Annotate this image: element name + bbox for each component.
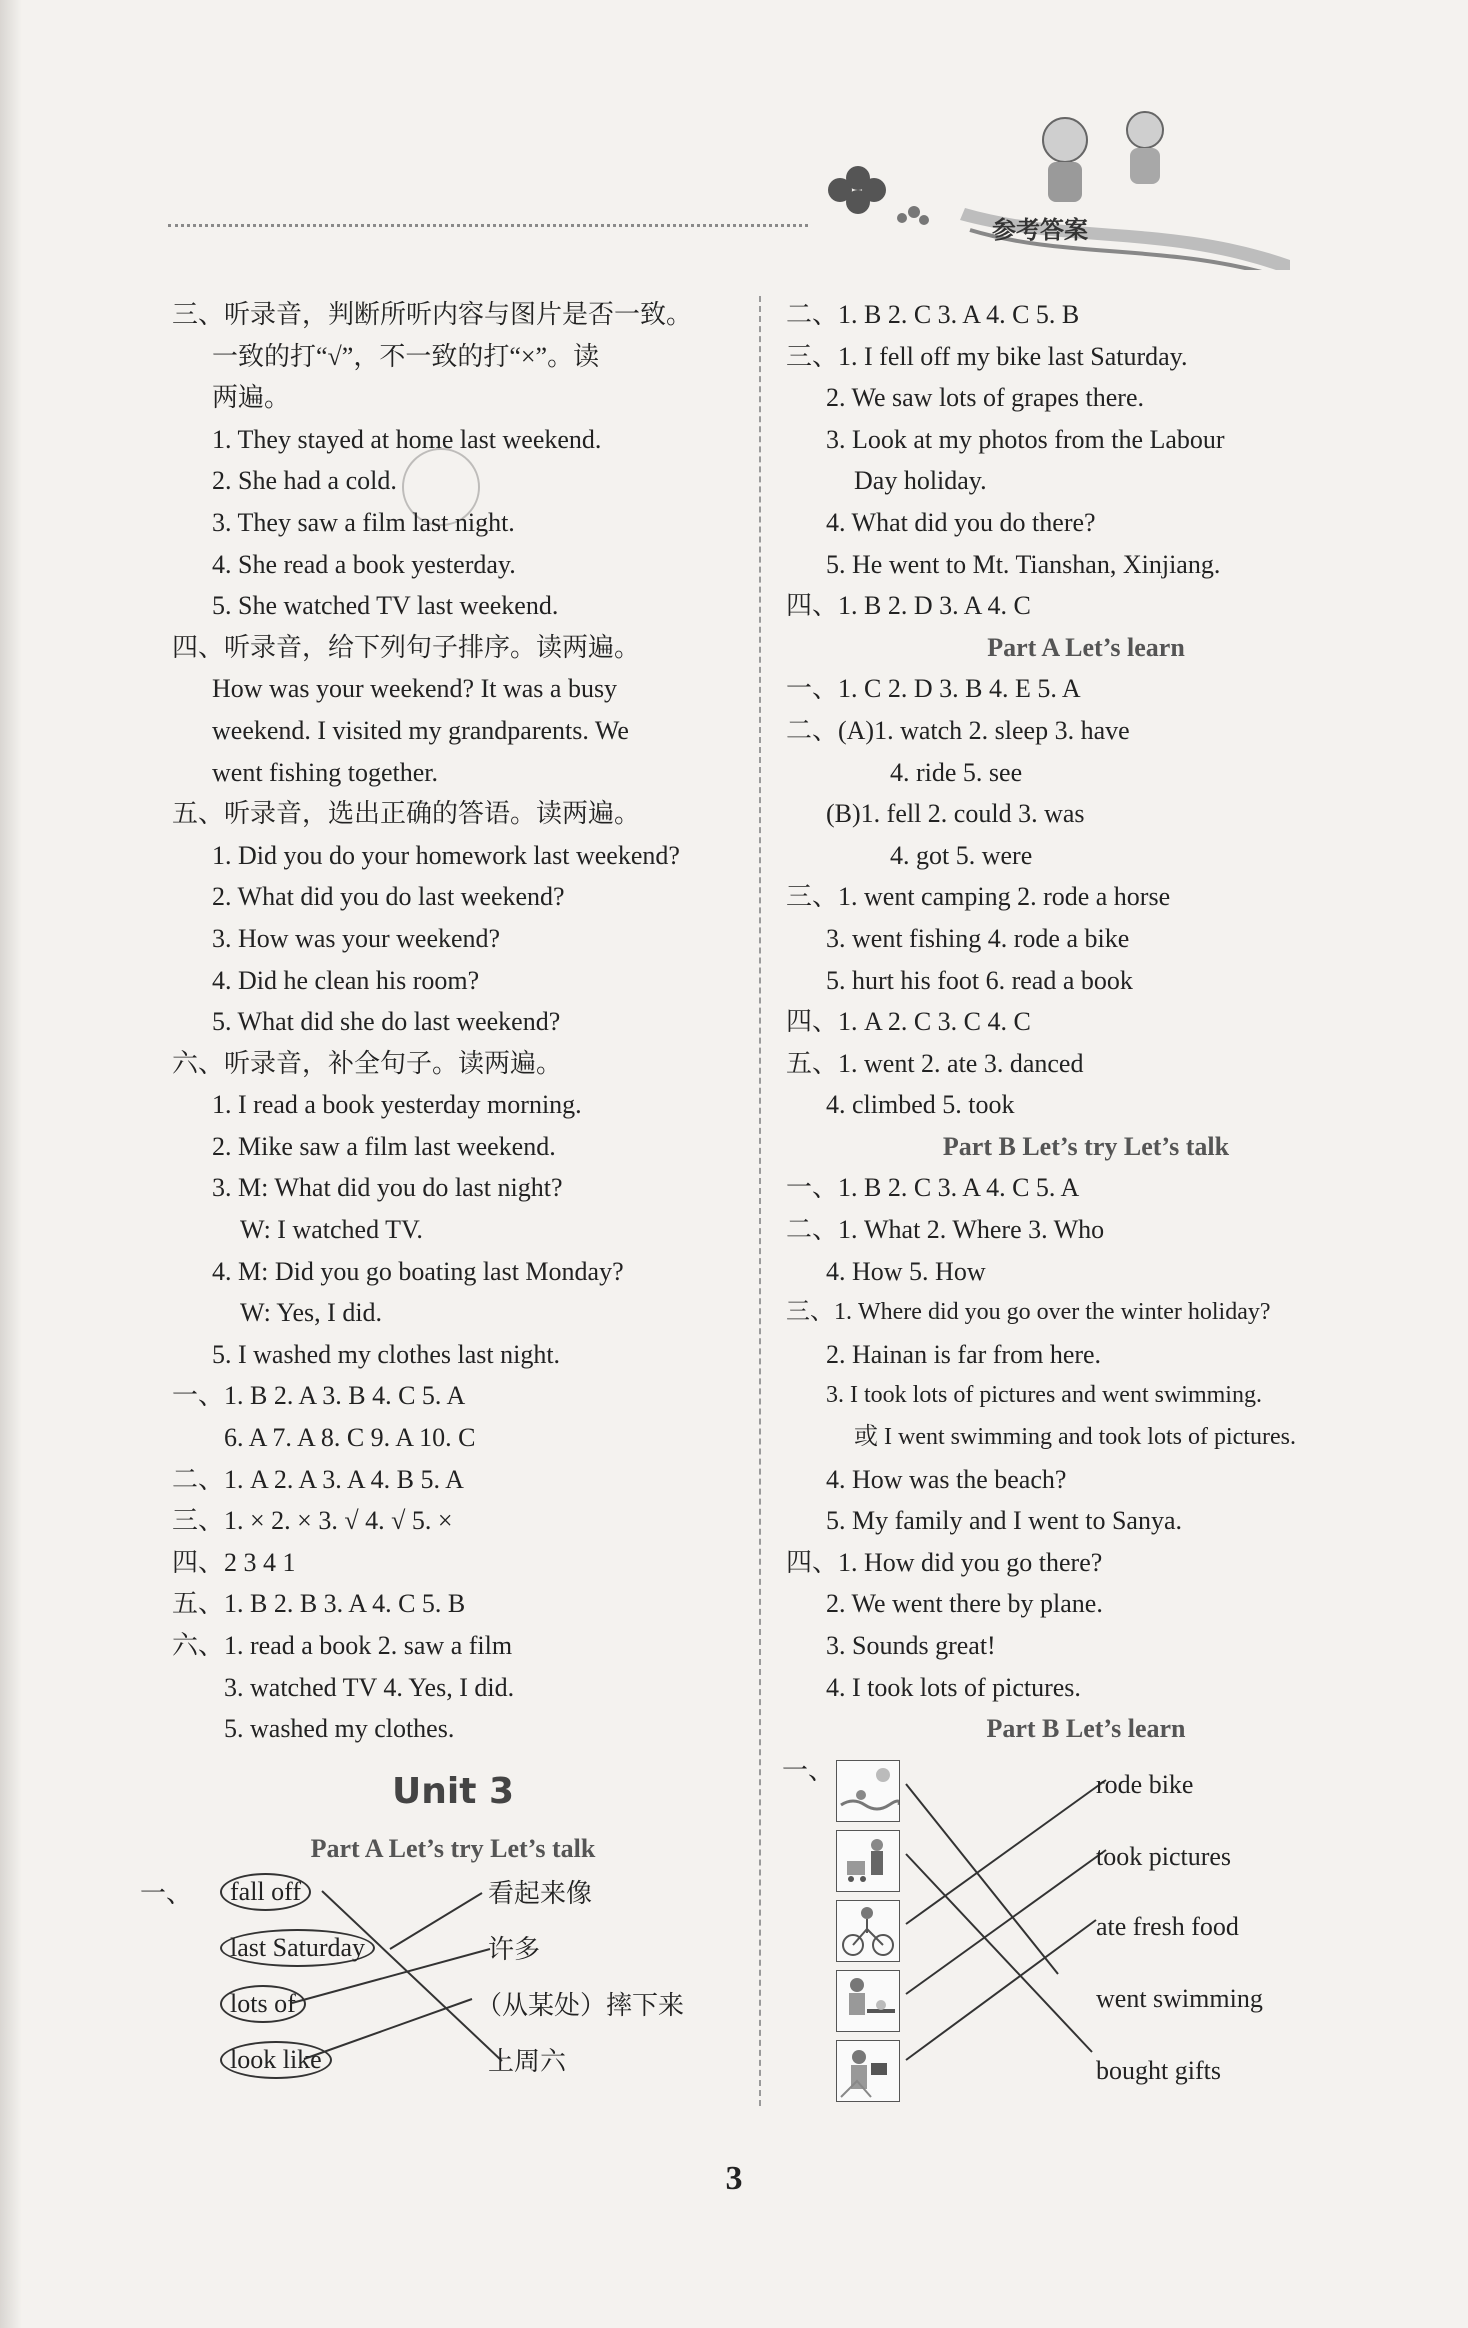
answer-line: 4. How 5. How (826, 1256, 986, 1286)
answer-line: 一、1. B 2. C 3. A 4. C 5. A (786, 1173, 1080, 1203)
photo-picture (836, 2040, 900, 2102)
answer-line: went fishing together. (212, 757, 439, 787)
section-heading: Part A Let’s try Let’s talk (310, 1833, 596, 1863)
answer-line: 3. Sounds great! (826, 1631, 996, 1660)
answer-line: 三、1. went camping 2. rode a horse (786, 882, 1171, 912)
answer-line: 3. watched TV 4. Yes, I did. (224, 1672, 515, 1702)
match-meaning: （从某处）摔下来 (476, 1991, 685, 2021)
answer-line: 4. I took lots of pictures. (826, 1672, 1081, 1702)
answer-line: W: Yes, I did. (240, 1298, 383, 1328)
answer-line: 5. I washed my clothes last night. (212, 1339, 561, 1369)
answer-line: 2. She had a cold. (212, 466, 397, 496)
answer-line: 三、1. Where did you go over the winter holiday? (786, 1299, 1271, 1326)
bike-picture (836, 1900, 900, 1962)
answer-line: 或 I went swimming and took lots of pictures. (854, 1424, 1296, 1451)
answer-line: 3. Look at my photos from the Labour (826, 424, 1225, 454)
answer-line: 4. climbed 5. took (826, 1090, 1015, 1120)
answer-line: 2. We went there by plane. (826, 1589, 1103, 1619)
answer-line: 4. What did you do there? (826, 507, 1096, 537)
answer-line: 五、1. B 2. B 3. A 4. C 5. B (172, 1589, 466, 1619)
right-column (782, 294, 1386, 2090)
answer-line: 4. ride 5. see (890, 757, 1023, 787)
answer-line: 4. got 5. were (890, 840, 1033, 870)
answer-line: 六、听录音，补全句子。读两遍。 (172, 1048, 563, 1078)
header-rule (168, 224, 808, 227)
shopping-picture (836, 1830, 900, 1892)
children-icon (1043, 112, 1163, 202)
answer-line: 五、听录音，选出正确的答语。读两遍。 (172, 799, 641, 829)
match-meaning: 许多 (488, 1935, 541, 1965)
answer-line: 1. I read a book yesterday morning. (212, 1090, 582, 1120)
swimming-picture (836, 1760, 900, 1822)
answer-line: 一致的打“√”，不一致的打“×”。读 (212, 341, 600, 371)
answer-line: 三、1. I fell off my bike last Saturday. (786, 341, 1188, 371)
answer-line: 5. washed my clothes. (224, 1714, 455, 1744)
left-column (140, 294, 734, 2099)
header-title: 参考答案 (992, 216, 1088, 244)
answer-line: 2. We saw lots of grapes there. (826, 383, 1145, 413)
answer-line: 四、1. B 2. D 3. A 4. C (786, 591, 1031, 621)
answer-line: 3. I took lots of pictures and went swimming. (826, 1382, 1262, 1409)
answer-line: 三、1. × 2. × 3. √ 4. √ 5. × (172, 1506, 453, 1536)
answer-line: 四、1. How did you go there? (786, 1547, 1103, 1577)
question-marker: 一、 (140, 1879, 193, 1909)
picture-label: bought gifts (1096, 2055, 1221, 2085)
answer-line: 一、1. B 2. A 3. B 4. C 5. A (172, 1381, 466, 1411)
answer-line: 1. Did you do your homework last weekend? (212, 840, 680, 870)
answer-line: 四、2 3 4 1 (172, 1547, 296, 1577)
answer-line: 二、1. A 2. A 3. A 4. B 5. A (172, 1464, 464, 1494)
answer-line: weekend. I visited my grandparents. We (212, 715, 629, 745)
answer-line: 3. M: What did you do last night? (212, 1173, 563, 1203)
answer-line: 五、1. went 2. ate 3. danced (786, 1048, 1084, 1078)
answer-line: 两遍。 (212, 383, 291, 413)
answer-line: 二、1. B 2. C 3. A 4. C 5. B (786, 300, 1080, 329)
answer-line: 一、1. C 2. D 3. B 4. E 5. A (786, 674, 1081, 704)
answer-line: 二、1. What 2. Where 3. Who (786, 1215, 1105, 1245)
picture-label: rode bike (1096, 1769, 1194, 1799)
page-number: 3 (725, 2160, 743, 2197)
match-meaning: 上周六 (488, 2047, 567, 2077)
answer-line: 3. They saw a film last night. (212, 507, 515, 537)
answer-line: 3. How was your weekend? (212, 923, 501, 953)
answer-line: 5. My family and I went to Sanya. (826, 1506, 1182, 1536)
picture-label: ate fresh food (1096, 1911, 1239, 1941)
answer-line: 2. Mike saw a film last weekend. (212, 1131, 556, 1161)
picture-label: took pictures (1096, 1841, 1232, 1871)
page-edge (0, 0, 22, 2328)
picture-matching (782, 1750, 1386, 2090)
answer-line: 三、听录音，判断所听内容与图片是否一致。 (172, 300, 693, 329)
match-word: look like (220, 2041, 332, 2079)
answer-line: 5. hurt his foot 6. read a book (826, 965, 1133, 995)
answer-line: 5. What did she do last weekend? (212, 1007, 561, 1037)
answer-line: 4. Did he clean his room? (212, 965, 480, 995)
answer-line: 6. A 7. A 8. C 9. A 10. C (224, 1423, 476, 1453)
word-matching (140, 1869, 734, 2099)
picture-label: went swimming (1096, 1983, 1263, 2013)
answer-line: Day holiday. (854, 466, 987, 496)
answer-line: (B)1. fell 2. could 3. was (826, 799, 1085, 829)
answer-line: 5. He went to Mt. Tianshan, Xinjiang. (826, 549, 1221, 579)
section-heading: Part B Let’s learn (986, 1714, 1186, 1744)
answer-line: 4. How was the beach? (826, 1464, 1067, 1494)
question-marker: 一、 (782, 1755, 835, 1785)
flower-icon (897, 206, 929, 225)
answer-line: 5. She watched TV last weekend. (212, 591, 559, 621)
unit-title: Unit 3 (392, 1770, 514, 1812)
match-word: fall off (220, 1873, 311, 1911)
match-word: last Saturday (220, 1929, 375, 1967)
section-heading: Part B Let’s try Let’s talk (942, 1131, 1230, 1161)
answer-line: W: I watched TV. (240, 1215, 423, 1245)
match-word: lots of (220, 1985, 306, 2023)
answer-line: 四、1. A 2. C 3. C 4. C (786, 1007, 1031, 1037)
answer-line: 3. went fishing 4. rode a bike (826, 923, 1130, 953)
answer-line: 2. What did you do last weekend? (212, 882, 565, 912)
answer-line: 4. M: Did you go boating last Monday? (212, 1256, 624, 1286)
answer-line: 四、听录音，给下列句子排序。读两遍。 (172, 632, 641, 662)
clover-icon (828, 166, 886, 214)
eating-picture (836, 1970, 900, 2032)
answer-line: 二、(A)1. watch 2. sleep 3. have (786, 715, 1130, 745)
answer-line: How was your weekend? It was a busy (212, 674, 618, 704)
answer-line: 六、1. read a book 2. saw a film (172, 1631, 513, 1660)
answer-line: 2. Hainan is far from here. (826, 1339, 1102, 1369)
answer-line: 1. They stayed at home last weekend. (212, 424, 602, 454)
match-meaning: 看起来像 (488, 1879, 593, 1909)
section-heading: Part A Let’s learn (987, 632, 1185, 662)
answer-line: 4. She read a book yesterday. (212, 549, 516, 579)
column-divider (759, 296, 761, 2106)
